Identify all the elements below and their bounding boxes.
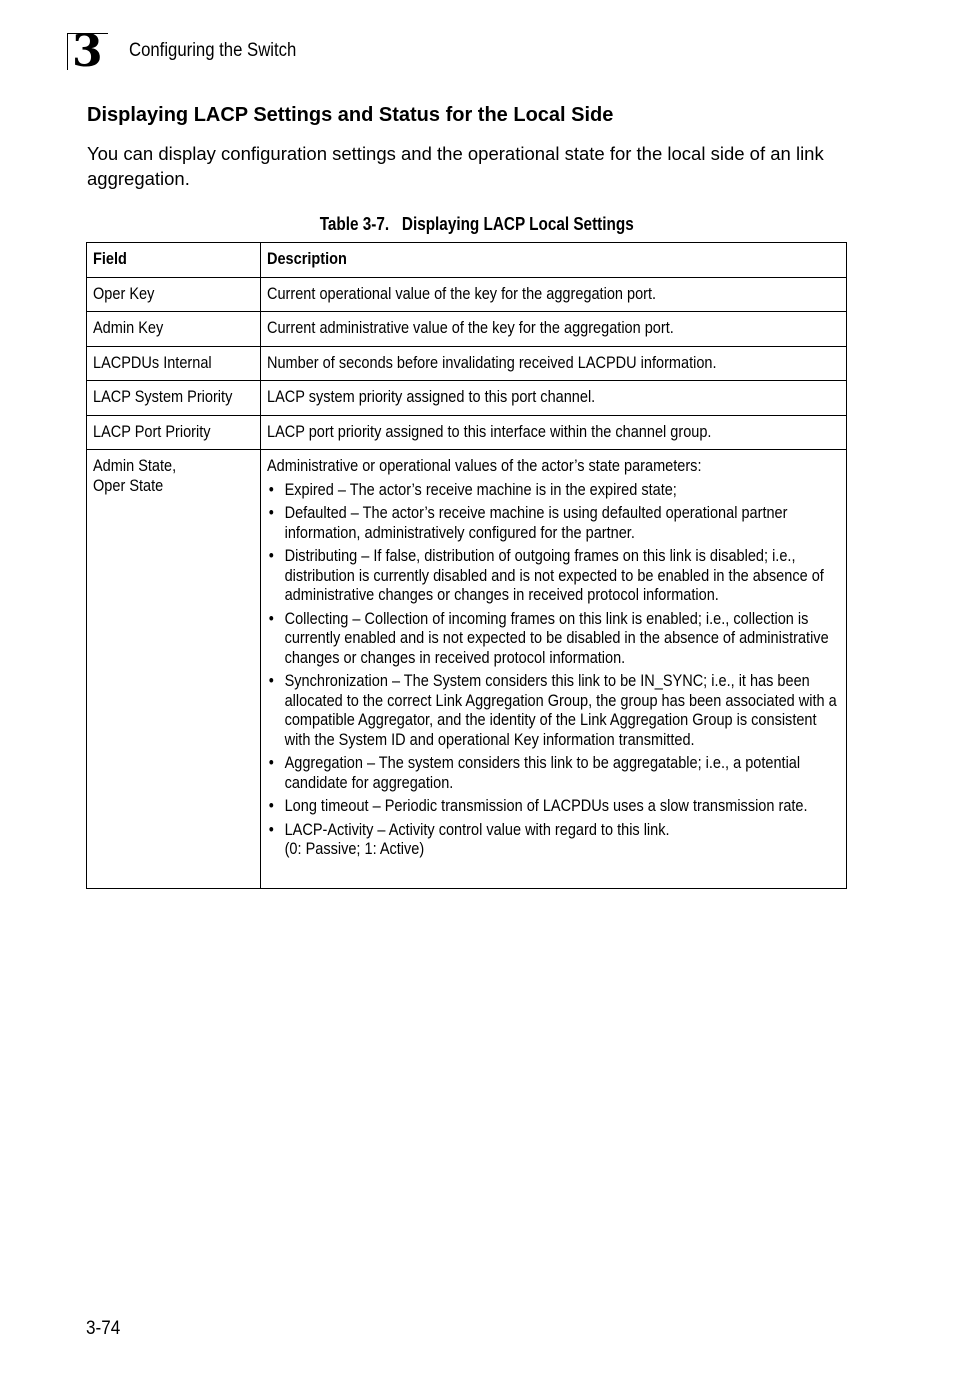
table-caption-text: Table 3-7. Displaying LACP Local Settings <box>319 214 634 234</box>
list-item: • Distributing – If false, distribution of outgoing frames on this link is disabled; i.e., distribution is currently disabled and is not expected to be enabled in the absence of administrative changes or changes in received protocol information. <box>267 547 839 606</box>
description-cell: Number of seconds before invalidating received LACPDU information. <box>261 346 847 381</box>
list-item: • Aggregation – The system considers this link to be aggregatable; i.e., a potential candidate for aggregation. <box>267 754 839 793</box>
table-caption <box>0 213 954 235</box>
field-cell: Admin Key <box>87 312 261 347</box>
list-item: • Synchronization – The System considers this link to be IN_SYNC; i.e., it has been allocated to the correct Link Aggregation Group, the group has been associated with a compatible Aggregator, and the identity of the Link Aggregation Group is consistent with the System ID and operational Key information transmitted. <box>267 672 839 750</box>
list-item: • Collecting – Collection of incoming frames on this link is enabled; i.e., collection is currently enabled and is not expected to be disabled in the absence of administrative changes or changes in received protocol information. <box>267 610 839 669</box>
field-cell: Oper Key <box>87 277 261 312</box>
list-item: • Long timeout – Periodic transmission of LACPDUs uses a slow transmission rate. <box>267 797 839 817</box>
description-cell: Current operational value of the key for the aggregation port. <box>261 277 847 312</box>
state-parameter-list <box>267 481 839 860</box>
table-row <box>87 415 847 450</box>
page-number: 3-74 <box>86 1318 121 1339</box>
description-cell: Current administrative value of the key for the aggregation port. <box>261 312 847 347</box>
field-cell: LACPDUs Internal <box>87 346 261 381</box>
section-title: Displaying LACP Settings and Status for the Local Side <box>87 104 614 126</box>
list-item-text: LACP-Activity – Activity control value with regard to this link. <box>284 820 670 839</box>
field-cell: LACP System Priority <box>87 381 261 416</box>
chapter-marker <box>67 26 108 77</box>
header-description: Description <box>261 243 847 278</box>
table-row <box>87 346 847 381</box>
intro-paragraph: You can display configuration settings and the operational state for the local side of an link aggregation. <box>87 143 824 189</box>
table-header-row <box>87 243 847 278</box>
state-intro: Administrative or operational values of the actor’s state parameters: <box>267 457 702 475</box>
description-cell <box>261 450 847 889</box>
field-cell: LACP Port Priority <box>87 415 261 450</box>
table-row <box>87 277 847 312</box>
table-row <box>87 312 847 347</box>
list-item: • Defaulted – The actor’s receive machine is using defaulted operational partner information, administratively configured for the partner. <box>267 504 839 543</box>
list-item <box>267 821 839 860</box>
chapter-number: 3 <box>72 26 102 77</box>
list-item: • Expired – The actor’s receive machine is in the expired state; <box>267 481 839 501</box>
description-cell: LACP port priority assigned to this interface within the channel group. <box>261 415 847 450</box>
running-header: Configuring the Switch <box>129 40 297 61</box>
table-row <box>87 381 847 416</box>
lacp-local-settings-table <box>86 242 847 889</box>
header-field: Field <box>87 243 261 278</box>
list-item-extra: (0: Passive; 1: Active) <box>284 840 425 858</box>
field-cell: Admin State, Oper State <box>87 450 261 889</box>
table-row-state <box>87 450 847 889</box>
description-cell: LACP system priority assigned to this port channel. <box>261 381 847 416</box>
